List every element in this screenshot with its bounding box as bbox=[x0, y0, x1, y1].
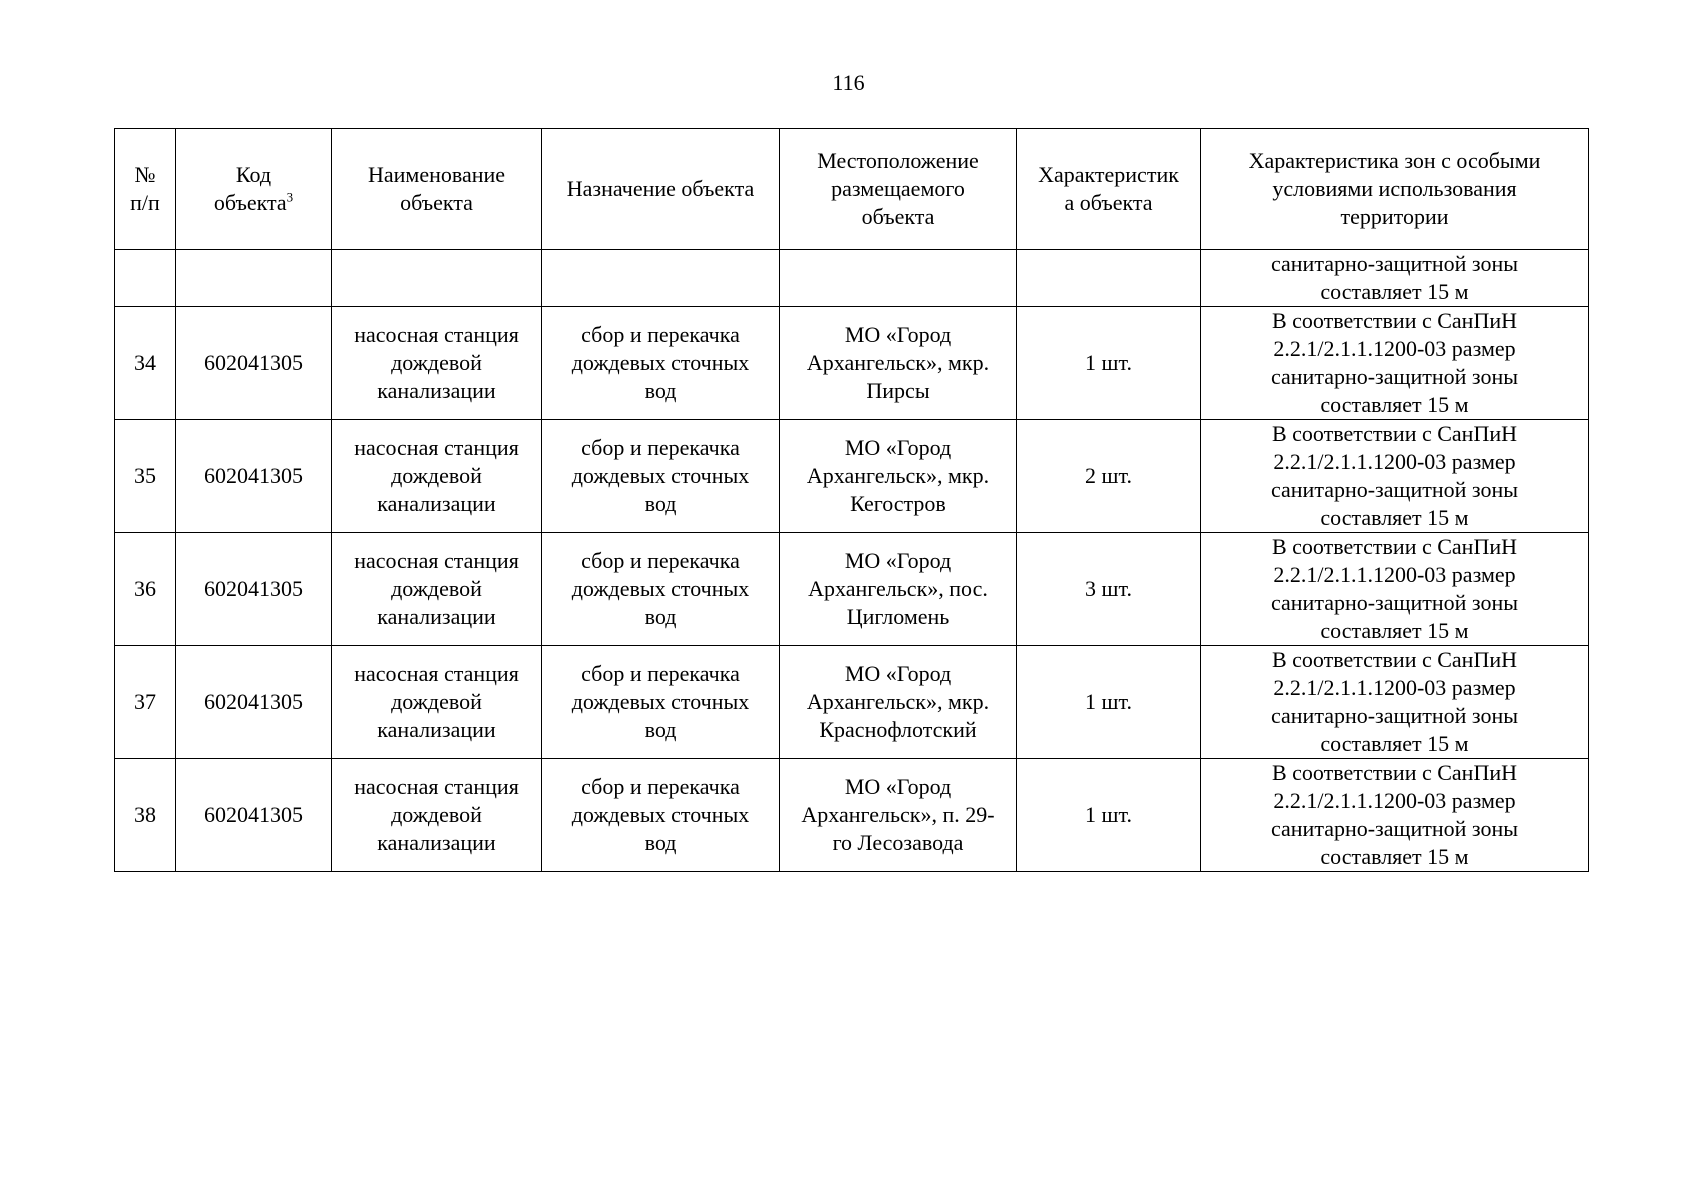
header-purpose: Назначение объекта bbox=[542, 129, 780, 250]
cell-code: 602041305 bbox=[176, 420, 332, 533]
table-row bbox=[115, 759, 1589, 872]
header-name: Наименование объекта bbox=[332, 129, 542, 250]
cell-zones: санитарно-защитной зоны составляет 15 м bbox=[1201, 250, 1589, 307]
cell-purpose: сбор и перекачка дождевых сточных вод bbox=[542, 646, 780, 759]
cell-location: МО «Город Архангельск», мкр. Кегостров bbox=[780, 420, 1017, 533]
cell-code: 602041305 bbox=[176, 307, 332, 420]
header-characteristic: Характеристик а объекта bbox=[1017, 129, 1201, 250]
cell-num: 35 bbox=[115, 420, 176, 533]
page-number: 116 bbox=[832, 70, 865, 95]
continuation-row bbox=[115, 250, 1589, 307]
cell-location: МО «Город Архангельск», пос. Цигломень bbox=[780, 533, 1017, 646]
cell-characteristic: 1 шт. bbox=[1017, 307, 1201, 420]
table-row bbox=[115, 420, 1589, 533]
header-row bbox=[115, 129, 1589, 250]
cell-location: МО «Город Архангельск», мкр. Краснофлотский bbox=[780, 646, 1017, 759]
cell-code: 602041305 bbox=[176, 759, 332, 872]
cell-num bbox=[115, 250, 176, 307]
cell-name: насосная станция дождевой канализации bbox=[332, 646, 542, 759]
cell-num: 38 bbox=[115, 759, 176, 872]
cell-characteristic: 1 шт. bbox=[1017, 759, 1201, 872]
header-num: № п/п bbox=[115, 129, 176, 250]
cell-num: 37 bbox=[115, 646, 176, 759]
cell-purpose: сбор и перекачка дождевых сточных вод bbox=[542, 307, 780, 420]
cell-location: МО «Город Архангельск», мкр. Пирсы bbox=[780, 307, 1017, 420]
table-body bbox=[115, 250, 1589, 872]
footnote-ref: 3 bbox=[286, 189, 294, 205]
cell-name: насосная станция дождевой канализации bbox=[332, 533, 542, 646]
cell-purpose: сбор и перекачка дождевых сточных вод bbox=[542, 759, 780, 872]
cell-location bbox=[780, 250, 1017, 307]
objects-table bbox=[114, 128, 1589, 872]
cell-zones: В соответствии с СанПиН 2.2.1/2.1.1.1200-03 размер санитарно-защитной зоны составляет 15 м bbox=[1201, 420, 1589, 533]
cell-zones: В соответствии с СанПиН 2.2.1/2.1.1.1200-03 размер санитарно-защитной зоны составляет 15 м bbox=[1201, 533, 1589, 646]
cell-num: 34 bbox=[115, 307, 176, 420]
cell-purpose: сбор и перекачка дождевых сточных вод bbox=[542, 420, 780, 533]
cell-location: МО «Город Архангельск», п. 29- го Лесозавода bbox=[780, 759, 1017, 872]
cell-name: насосная станция дождевой канализации bbox=[332, 307, 542, 420]
header-code-label: Код объекта bbox=[213, 162, 287, 215]
table-row bbox=[115, 533, 1589, 646]
cell-name: насосная станция дождевой канализации bbox=[332, 759, 542, 872]
header-code bbox=[176, 129, 332, 250]
cell-name bbox=[332, 250, 542, 307]
header-zones: Характеристика зон с особыми условиями использования территории bbox=[1201, 129, 1589, 250]
cell-code bbox=[176, 250, 332, 307]
cell-purpose bbox=[542, 250, 780, 307]
cell-characteristic: 1 шт. bbox=[1017, 646, 1201, 759]
cell-zones: В соответствии с СанПиН 2.2.1/2.1.1.1200-03 размер санитарно-защитной зоны составляет 15 м bbox=[1201, 307, 1589, 420]
cell-characteristic: 2 шт. bbox=[1017, 420, 1201, 533]
cell-num: 36 bbox=[115, 533, 176, 646]
table-header bbox=[115, 129, 1589, 250]
table-row bbox=[115, 307, 1589, 420]
table-row bbox=[115, 646, 1589, 759]
cell-code: 602041305 bbox=[176, 533, 332, 646]
cell-zones: В соответствии с СанПиН 2.2.1/2.1.1.1200-03 размер санитарно-защитной зоны составляет 15 м bbox=[1201, 759, 1589, 872]
header-location: Местоположение размещаемого объекта bbox=[780, 129, 1017, 250]
cell-characteristic: 3 шт. bbox=[1017, 533, 1201, 646]
cell-zones: В соответствии с СанПиН 2.2.1/2.1.1.1200-03 размер санитарно-защитной зоны составляет 15 м bbox=[1201, 646, 1589, 759]
cell-characteristic bbox=[1017, 250, 1201, 307]
cell-purpose: сбор и перекачка дождевых сточных вод bbox=[542, 533, 780, 646]
cell-code: 602041305 bbox=[176, 646, 332, 759]
cell-name: насосная станция дождевой канализации bbox=[332, 420, 542, 533]
